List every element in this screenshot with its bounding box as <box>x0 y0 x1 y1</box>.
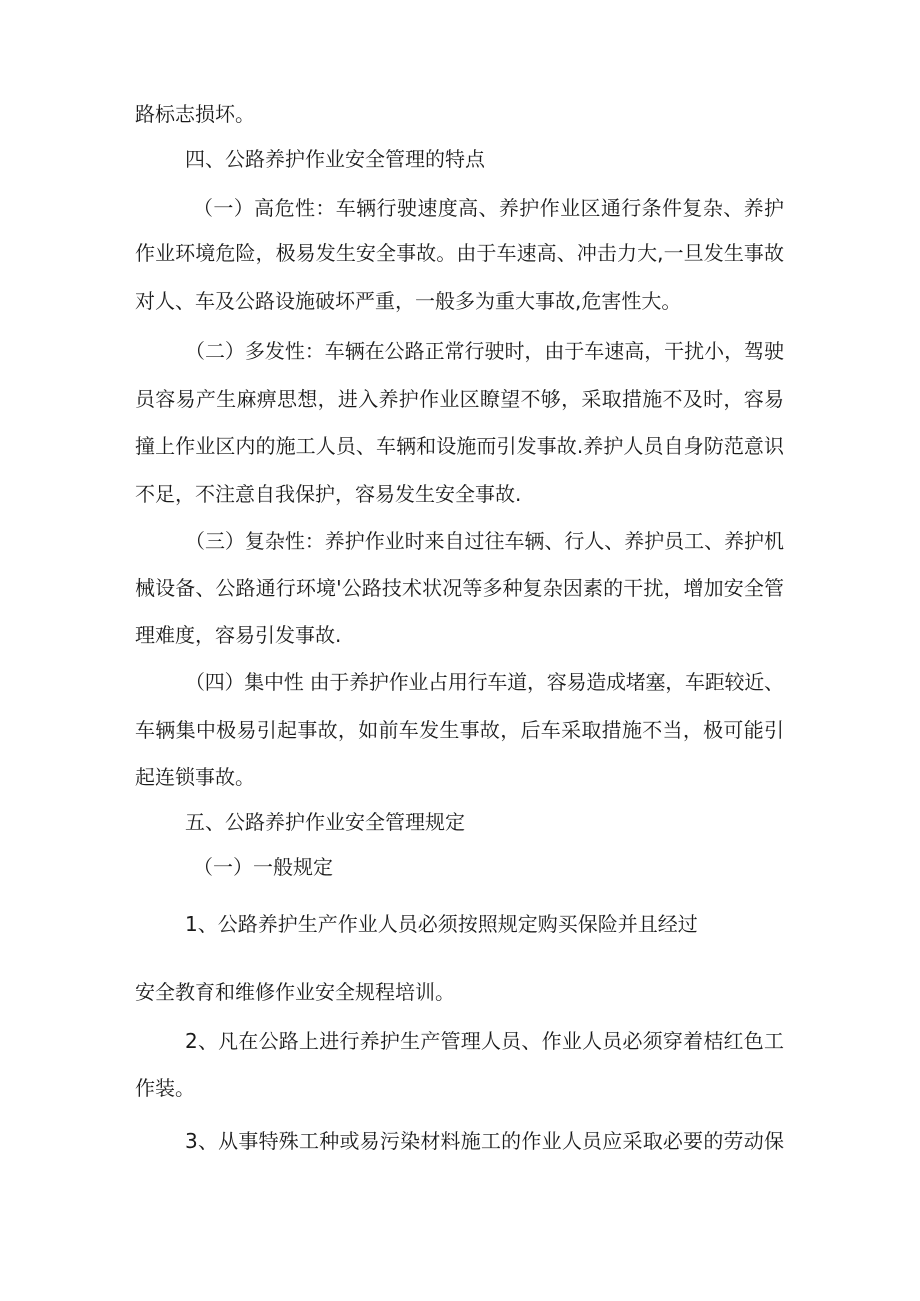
paragraph-line: 作业环境危险，极易发生安全事故。由于车速高、冲击力大,一旦发生事故 <box>135 241 785 265</box>
paragraph-line: 械设备、公路通行环境'公路技术状况等多种复杂因素的干扰，增加安全管 <box>135 576 785 600</box>
paragraph-line: 员容易产生麻痹思想，进入养护作业区瞭望不够，采取措施不及时，容易 <box>135 387 785 411</box>
section-heading: 四、公路养护作业安全管理的特点 <box>185 147 485 171</box>
paragraph-line: （二）多发性：车辆在公路正常行驶时，由于车速高，干扰小，驾驶 <box>185 339 784 363</box>
paragraph-line: 起连锁事故。 <box>135 765 255 789</box>
paragraph-line: 2、凡在公路上进行养护生产管理人员、作业人员必须穿着桔红色工 <box>185 1029 785 1053</box>
paragraph-line: 3、从事特殊工种或易污染材料施工的作业人员应采取必要的劳动保 <box>185 1129 785 1153</box>
paragraph-line: 对人、车及公路设施破坏严重，一般多为重大事故,危害性大。 <box>135 289 682 313</box>
paragraph-line: 不足，不注意自我保护，容易发生安全事故. <box>135 482 522 506</box>
subsection-heading: （一）一般规定 <box>193 855 333 879</box>
paragraph-line: 1、公路养护生产作业人员必须按照规定购买保险并且经过 <box>185 912 698 936</box>
paragraph-line: （三）复杂性：养护作业时来自过往车辆、行人、养护员工、养护机 <box>185 529 784 553</box>
paragraph-line: （四）集中性 由于养护作业占用行车道，容易造成堵塞，车距较近、 <box>185 670 784 694</box>
paragraph-line: 路标志损坏。 <box>135 102 255 126</box>
paragraph-line: 作装。 <box>135 1076 195 1100</box>
paragraph-line: （一）高危性：车辆行驶速度高、养护作业区通行条件复杂、养护 <box>193 196 785 220</box>
section-heading: 五、公路养护作业安全管理规定 <box>185 810 465 834</box>
paragraph-line: 车辆集中极易引起事故，如前车发生事故，后车采取措施不当，极可能引 <box>135 718 785 742</box>
paragraph-line: 安全教育和维修作业安全规程培训。 <box>135 980 455 1004</box>
paragraph-line: 撞上作业区内的施工人员、车辆和设施而引发事故.养护人员自身防范意识 <box>135 434 785 458</box>
paragraph-line: 理难度，容易引发事故. <box>135 623 342 647</box>
